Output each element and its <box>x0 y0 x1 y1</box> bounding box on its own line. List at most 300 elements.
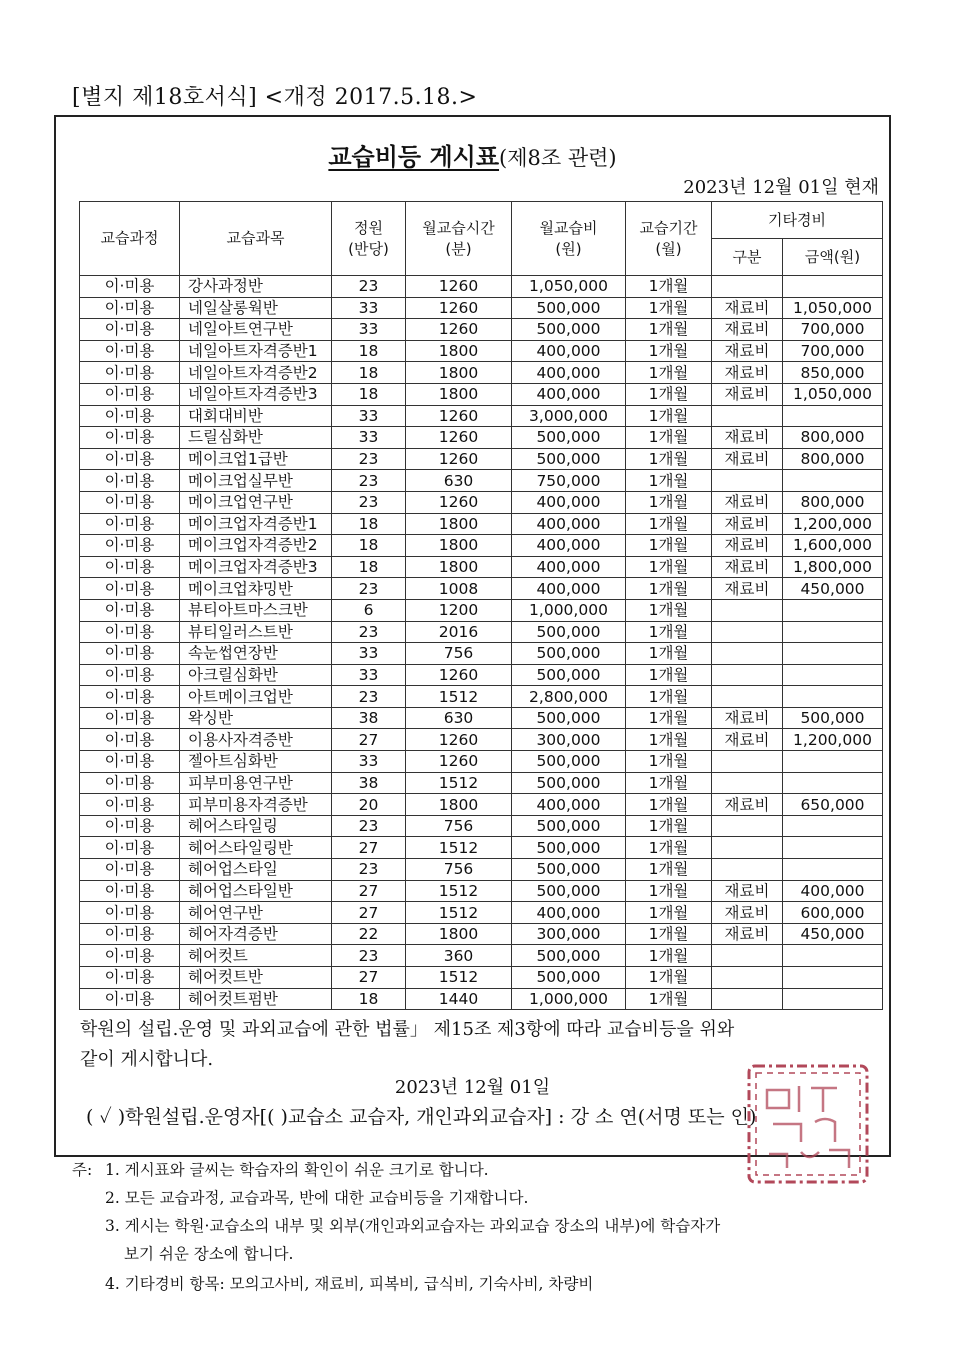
cell-course: 이·미용 <box>80 405 180 427</box>
cell-capacity: 23 <box>332 945 406 967</box>
cell-hours: 1512 <box>406 880 512 902</box>
cell-capacity: 33 <box>332 297 406 319</box>
cell-subject: 헤어스타일링반 <box>180 837 332 859</box>
cell-capacity: 33 <box>332 751 406 773</box>
cell-subject: 네일아트연구반 <box>180 319 332 341</box>
cell-subject: 속눈썹연장반 <box>180 643 332 665</box>
cell-fee: 1,000,000 <box>512 599 626 621</box>
cell-period: 1개월 <box>626 556 712 578</box>
cell-other-amount <box>783 643 883 665</box>
cell-course: 이·미용 <box>80 491 180 513</box>
cell-fee: 1,000,000 <box>512 988 626 1010</box>
header-fee: 월교습비 (원) <box>512 202 626 276</box>
cell-subject: 아트메이크업반 <box>180 686 332 708</box>
cell-subject: 메이크업자격증반1 <box>180 513 332 535</box>
cell-fee: 400,000 <box>512 491 626 513</box>
cell-course: 이·미용 <box>80 923 180 945</box>
cell-hours: 1800 <box>406 383 512 405</box>
cell-other-amount: 800,000 <box>783 448 883 470</box>
table-row <box>80 513 883 535</box>
cell-course: 이·미용 <box>80 772 180 794</box>
cell-other-type <box>712 405 783 427</box>
cell-capacity: 27 <box>332 902 406 924</box>
form-reference: [별지 제18호서식] <개정 2017.5.18.> <box>72 85 478 110</box>
cell-subject: 헤어스타일링 <box>180 815 332 837</box>
header-capacity: 정원 (반당) <box>332 202 406 276</box>
cell-period: 1개월 <box>626 686 712 708</box>
cell-course: 이·미용 <box>80 578 180 600</box>
cell-other-amount: 1,050,000 <box>783 297 883 319</box>
cell-subject: 헤어업스타일 <box>180 859 332 881</box>
cell-subject: 뷰티일러스트반 <box>180 621 332 643</box>
note-item: 4. 기타경비 항목: 모의고사비, 재료비, 피복비, 급식비, 기숙사비, 차량비 <box>105 1275 594 1293</box>
cell-hours: 1260 <box>406 664 512 686</box>
cell-other-type: 재료비 <box>712 578 783 600</box>
cell-course: 이·미용 <box>80 751 180 773</box>
cell-other-type: 재료비 <box>712 340 783 362</box>
cell-subject: 네일아트자격증반1 <box>180 340 332 362</box>
cell-other-type: 재료비 <box>712 707 783 729</box>
cell-fee: 750,000 <box>512 470 626 492</box>
cell-hours: 1260 <box>406 448 512 470</box>
cell-fee: 400,000 <box>512 362 626 384</box>
cell-hours: 1260 <box>406 319 512 341</box>
cell-course: 이·미용 <box>80 535 180 557</box>
cell-other-amount: 1,050,000 <box>783 383 883 405</box>
cell-capacity: 33 <box>332 427 406 449</box>
cell-course: 이·미용 <box>80 815 180 837</box>
cell-other-type: 재료비 <box>712 297 783 319</box>
cell-course: 이·미용 <box>80 902 180 924</box>
cell-fee: 500,000 <box>512 967 626 989</box>
cell-subject: 이용사자격증반 <box>180 729 332 751</box>
table-row <box>80 362 883 384</box>
table-row <box>80 578 883 600</box>
note-item: 2. 모든 교습과정, 교습과목, 반에 대한 교습비등을 기재합니다. <box>105 1189 529 1207</box>
cell-other-type <box>712 988 783 1010</box>
cell-fee: 400,000 <box>512 556 626 578</box>
cell-fee: 500,000 <box>512 643 626 665</box>
cell-other-amount <box>783 859 883 881</box>
table-row <box>80 427 883 449</box>
cell-period: 1개월 <box>626 837 712 859</box>
cell-hours: 1260 <box>406 427 512 449</box>
cell-hours: 1512 <box>406 967 512 989</box>
cell-period: 1개월 <box>626 448 712 470</box>
cell-other-amount <box>783 686 883 708</box>
cell-other-amount: 700,000 <box>783 319 883 341</box>
cell-capacity: 18 <box>332 535 406 557</box>
cell-hours: 2016 <box>406 621 512 643</box>
cell-period: 1개월 <box>626 340 712 362</box>
cell-period: 1개월 <box>626 491 712 513</box>
cell-other-type <box>712 815 783 837</box>
header-course: 교습과정 <box>80 202 180 276</box>
cell-fee: 500,000 <box>512 297 626 319</box>
cell-other-type: 재료비 <box>712 491 783 513</box>
cell-course: 이·미용 <box>80 837 180 859</box>
header-other-expenses: 기타경비 <box>712 202 883 239</box>
cell-capacity: 18 <box>332 988 406 1010</box>
cell-course: 이·미용 <box>80 556 180 578</box>
cell-capacity: 23 <box>332 470 406 492</box>
cell-hours: 1260 <box>406 751 512 773</box>
cell-period: 1개월 <box>626 772 712 794</box>
cell-subject: 네일아트자격증반2 <box>180 362 332 384</box>
cell-capacity: 27 <box>332 880 406 902</box>
title-sub: (제8조 관련) <box>499 146 617 170</box>
cell-hours: 630 <box>406 707 512 729</box>
table-row <box>80 340 883 362</box>
cell-course: 이·미용 <box>80 686 180 708</box>
table-row <box>80 923 883 945</box>
table-row <box>80 837 883 859</box>
cell-capacity: 23 <box>332 815 406 837</box>
cell-subject: 메이크업자격증반3 <box>180 556 332 578</box>
cell-period: 1개월 <box>626 319 712 341</box>
cell-capacity: 18 <box>332 556 406 578</box>
table-row <box>80 664 883 686</box>
cell-hours: 1800 <box>406 923 512 945</box>
table-row <box>80 448 883 470</box>
cell-course: 이·미용 <box>80 621 180 643</box>
header-period: 교습기간 (월) <box>626 202 712 276</box>
cell-hours: 1512 <box>406 837 512 859</box>
cell-period: 1개월 <box>626 427 712 449</box>
cell-course: 이·미용 <box>80 859 180 881</box>
cell-other-amount: 1,800,000 <box>783 556 883 578</box>
cell-capacity: 38 <box>332 707 406 729</box>
table-row <box>80 491 883 513</box>
cell-other-amount: 500,000 <box>783 707 883 729</box>
cell-other-amount <box>783 837 883 859</box>
cell-capacity: 33 <box>332 643 406 665</box>
cell-other-type <box>712 643 783 665</box>
page-title <box>56 137 889 172</box>
cell-hours: 1200 <box>406 599 512 621</box>
cell-other-amount: 650,000 <box>783 794 883 816</box>
cell-course: 이·미용 <box>80 383 180 405</box>
cell-other-amount <box>783 945 883 967</box>
cell-other-type <box>712 751 783 773</box>
cell-capacity: 23 <box>332 491 406 513</box>
cell-other-amount <box>783 772 883 794</box>
cell-subject: 젤아트심화반 <box>180 751 332 773</box>
cell-course: 이·미용 <box>80 599 180 621</box>
cell-period: 1개월 <box>626 513 712 535</box>
cell-hours: 1512 <box>406 902 512 924</box>
cell-other-amount <box>783 815 883 837</box>
fee-table <box>79 201 883 1010</box>
cell-capacity: 38 <box>332 772 406 794</box>
cell-capacity: 27 <box>332 837 406 859</box>
cell-fee: 300,000 <box>512 729 626 751</box>
cell-subject: 뷰티아트마스크반 <box>180 599 332 621</box>
cell-subject: 메이크업실무반 <box>180 470 332 492</box>
cell-capacity: 23 <box>332 859 406 881</box>
cell-capacity: 23 <box>332 621 406 643</box>
cell-other-amount: 850,000 <box>783 362 883 384</box>
cell-other-type: 재료비 <box>712 556 783 578</box>
table-row <box>80 470 883 492</box>
table-row <box>80 794 883 816</box>
cell-course: 이·미용 <box>80 362 180 384</box>
cell-subject: 강사과정반 <box>180 276 332 298</box>
cell-other-type: 재료비 <box>712 902 783 924</box>
table-row <box>80 643 883 665</box>
table-row <box>80 599 883 621</box>
cell-hours: 1800 <box>406 556 512 578</box>
table-row <box>80 556 883 578</box>
table-row <box>80 686 883 708</box>
cell-fee: 400,000 <box>512 513 626 535</box>
table-row <box>80 535 883 557</box>
cell-subject: 왁싱반 <box>180 707 332 729</box>
cell-capacity: 18 <box>332 362 406 384</box>
cell-course: 이·미용 <box>80 276 180 298</box>
signer-line: ( ✓ )학원설립.운영자[( )교습소 교습자, 개인과외교습자] : 강 소 연(서명 또는 인) <box>86 1106 757 1128</box>
cell-subject: 헤어컷트반 <box>180 967 332 989</box>
cell-course: 이·미용 <box>80 513 180 535</box>
cell-fee: 500,000 <box>512 880 626 902</box>
cell-other-type: 재료비 <box>712 362 783 384</box>
cell-other-amount: 800,000 <box>783 491 883 513</box>
cell-other-type <box>712 664 783 686</box>
cell-capacity: 22 <box>332 923 406 945</box>
cell-fee: 500,000 <box>512 837 626 859</box>
note-item: 3. 게시는 학원·교습소의 내부 및 외부(개인과외교습자는 과외교습 장소의 내부)에 학습자가 <box>105 1217 721 1235</box>
cell-period: 1개월 <box>626 751 712 773</box>
cell-fee: 500,000 <box>512 664 626 686</box>
cell-other-type: 재료비 <box>712 729 783 751</box>
table-row <box>80 815 883 837</box>
cell-hours: 756 <box>406 859 512 881</box>
cell-capacity: 23 <box>332 578 406 600</box>
cell-fee: 500,000 <box>512 751 626 773</box>
cell-subject: 드릴심화반 <box>180 427 332 449</box>
cell-other-amount <box>783 751 883 773</box>
cell-subject: 아크릴심화반 <box>180 664 332 686</box>
cell-other-type <box>712 686 783 708</box>
cell-other-amount <box>783 664 883 686</box>
cell-fee: 500,000 <box>512 859 626 881</box>
cell-period: 1개월 <box>626 362 712 384</box>
cell-capacity: 6 <box>332 599 406 621</box>
cell-period: 1개월 <box>626 967 712 989</box>
cell-period: 1개월 <box>626 276 712 298</box>
cell-other-type <box>712 621 783 643</box>
cell-capacity: 23 <box>332 686 406 708</box>
cell-hours: 1008 <box>406 578 512 600</box>
cell-other-type: 재료비 <box>712 319 783 341</box>
table-row <box>80 383 883 405</box>
cell-period: 1개월 <box>626 923 712 945</box>
cell-period: 1개월 <box>626 297 712 319</box>
table-row <box>80 319 883 341</box>
table-row <box>80 859 883 881</box>
cell-period: 1개월 <box>626 578 712 600</box>
cell-period: 1개월 <box>626 794 712 816</box>
table-row <box>80 988 883 1010</box>
cell-capacity: 33 <box>332 319 406 341</box>
cell-other-amount: 800,000 <box>783 427 883 449</box>
notice-line: 학원의 설립.운영 및 과외교습에 관한 법률」 제15조 제3항에 따라 교습비등을 위와 <box>80 1019 735 1040</box>
cell-subject: 헤어컷트펌반 <box>180 988 332 1010</box>
cell-other-amount: 700,000 <box>783 340 883 362</box>
cell-other-type <box>712 772 783 794</box>
cell-subject: 메이크업챠밍반 <box>180 578 332 600</box>
table-row <box>80 967 883 989</box>
cell-hours: 1512 <box>406 686 512 708</box>
cell-capacity: 23 <box>332 448 406 470</box>
cell-capacity: 20 <box>332 794 406 816</box>
cell-hours: 630 <box>406 470 512 492</box>
cell-course: 이·미용 <box>80 794 180 816</box>
cell-other-amount: 450,000 <box>783 923 883 945</box>
cell-subject: 피부미용연구반 <box>180 772 332 794</box>
table-row <box>80 405 883 427</box>
cell-other-type: 재료비 <box>712 448 783 470</box>
cell-course: 이·미용 <box>80 340 180 362</box>
table-row <box>80 729 883 751</box>
cell-hours: 756 <box>406 643 512 665</box>
cell-course: 이·미용 <box>80 988 180 1010</box>
fee-table-body <box>80 276 883 1010</box>
cell-fee: 500,000 <box>512 707 626 729</box>
cell-other-amount <box>783 405 883 427</box>
cell-course: 이·미용 <box>80 664 180 686</box>
cell-fee: 3,000,000 <box>512 405 626 427</box>
cell-other-type <box>712 837 783 859</box>
cell-fee: 500,000 <box>512 945 626 967</box>
cell-fee: 400,000 <box>512 902 626 924</box>
table-row <box>80 297 883 319</box>
cell-hours: 1260 <box>406 405 512 427</box>
cell-subject: 헤어연구반 <box>180 902 332 924</box>
cell-fee: 500,000 <box>512 427 626 449</box>
cell-subject: 대회대비반 <box>180 405 332 427</box>
header-hours: 월교습시간 (분) <box>406 202 512 276</box>
note-item: 보기 쉬운 장소에 합니다. <box>124 1245 294 1263</box>
cell-period: 1개월 <box>626 945 712 967</box>
cell-subject: 네일살롱웍반 <box>180 297 332 319</box>
cell-fee: 400,000 <box>512 535 626 557</box>
cell-fee: 2,800,000 <box>512 686 626 708</box>
cell-period: 1개월 <box>626 599 712 621</box>
cell-other-type: 재료비 <box>712 794 783 816</box>
cell-other-amount <box>783 276 883 298</box>
cell-course: 이·미용 <box>80 880 180 902</box>
header-other-type: 구분 <box>712 239 783 276</box>
cell-capacity: 23 <box>332 276 406 298</box>
title-main: 교습비등 게시표 <box>328 142 500 171</box>
cell-hours: 1512 <box>406 772 512 794</box>
as-of-date: 2023년 12월 01일 현재 <box>683 177 879 198</box>
cell-hours: 1440 <box>406 988 512 1010</box>
cell-fee: 500,000 <box>512 772 626 794</box>
cell-other-amount: 400,000 <box>783 880 883 902</box>
cell-hours: 1260 <box>406 297 512 319</box>
cell-other-type: 재료비 <box>712 535 783 557</box>
cell-subject: 메이크업연구반 <box>180 491 332 513</box>
cell-period: 1개월 <box>626 470 712 492</box>
cell-other-amount: 1,200,000 <box>783 729 883 751</box>
cell-subject: 네일아트자격증반3 <box>180 383 332 405</box>
cell-capacity: 33 <box>332 405 406 427</box>
cell-fee: 400,000 <box>512 578 626 600</box>
cell-capacity: 18 <box>332 513 406 535</box>
cell-course: 이·미용 <box>80 967 180 989</box>
cell-other-amount: 600,000 <box>783 902 883 924</box>
notes-label: 주: <box>72 1161 93 1179</box>
cell-other-amount <box>783 967 883 989</box>
table-row <box>80 945 883 967</box>
cell-capacity: 27 <box>332 967 406 989</box>
cell-hours: 1800 <box>406 513 512 535</box>
cell-period: 1개월 <box>626 643 712 665</box>
notice-board-frame <box>54 115 891 1157</box>
cell-fee: 500,000 <box>512 815 626 837</box>
cell-hours: 1800 <box>406 362 512 384</box>
cell-hours: 1260 <box>406 491 512 513</box>
table-row <box>80 902 883 924</box>
cell-other-type <box>712 967 783 989</box>
cell-other-amount <box>783 621 883 643</box>
cell-fee: 400,000 <box>512 794 626 816</box>
cell-other-type <box>712 945 783 967</box>
seal-stamp-icon <box>745 1062 871 1186</box>
cell-subject: 헤어컷트 <box>180 945 332 967</box>
cell-course: 이·미용 <box>80 448 180 470</box>
cell-course: 이·미용 <box>80 427 180 449</box>
cell-fee: 500,000 <box>512 621 626 643</box>
table-row <box>80 707 883 729</box>
cell-hours: 1800 <box>406 535 512 557</box>
cell-period: 1개월 <box>626 880 712 902</box>
cell-other-type: 재료비 <box>712 880 783 902</box>
cell-subject: 메이크업자격증반2 <box>180 535 332 557</box>
note-item: 1. 게시표와 글씨는 학습자의 확인이 쉬운 크기로 합니다. <box>105 1161 489 1179</box>
cell-period: 1개월 <box>626 859 712 881</box>
cell-course: 이·미용 <box>80 319 180 341</box>
cell-fee: 300,000 <box>512 923 626 945</box>
cell-fee: 500,000 <box>512 319 626 341</box>
cell-other-type: 재료비 <box>712 513 783 535</box>
cell-fee: 1,050,000 <box>512 276 626 298</box>
cell-period: 1개월 <box>626 405 712 427</box>
cell-course: 이·미용 <box>80 707 180 729</box>
cell-period: 1개월 <box>626 902 712 924</box>
cell-subject: 피부미용자격증반 <box>180 794 332 816</box>
cell-subject: 메이크업1급반 <box>180 448 332 470</box>
table-row <box>80 772 883 794</box>
cell-period: 1개월 <box>626 535 712 557</box>
table-row <box>80 751 883 773</box>
cell-other-type: 재료비 <box>712 923 783 945</box>
cell-other-amount: 1,600,000 <box>783 535 883 557</box>
table-row <box>80 276 883 298</box>
cell-course: 이·미용 <box>80 945 180 967</box>
cell-other-amount: 450,000 <box>783 578 883 600</box>
cell-period: 1개월 <box>626 383 712 405</box>
cell-fee: 400,000 <box>512 340 626 362</box>
cell-period: 1개월 <box>626 988 712 1010</box>
cell-other-amount <box>783 470 883 492</box>
cell-period: 1개월 <box>626 707 712 729</box>
cell-other-type <box>712 470 783 492</box>
cell-other-type: 재료비 <box>712 427 783 449</box>
cell-period: 1개월 <box>626 621 712 643</box>
